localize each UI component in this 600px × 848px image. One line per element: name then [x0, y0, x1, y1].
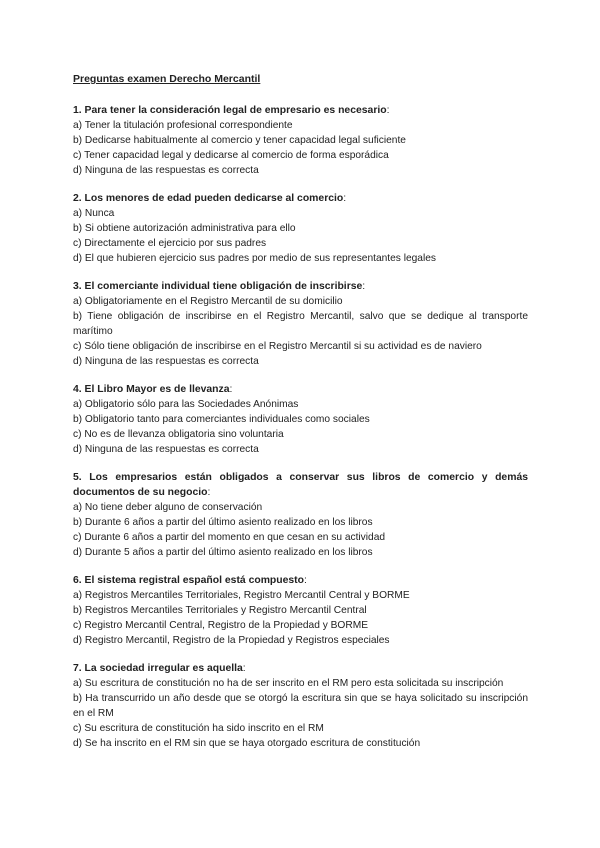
option-b: b) Obligatorio tanto para comerciantes individuales como sociales [73, 414, 370, 425]
option-a: a) No tiene deber alguno de conservación [73, 502, 263, 513]
question-text: 1. Para tener la consideración legal de empresario es necesario: [73, 105, 390, 116]
option-b: b) Registros Mercantiles Territoriales y Registro Mercantil Central [73, 605, 367, 616]
option-d: d) Se ha inscrito en el RM sin que se haya otorgado escritura de constitución [73, 738, 421, 749]
option-c: c) Tener capacidad legal y dedicarse al comercio de forma esporádica [73, 150, 389, 161]
question-label: 4. El Libro Mayor es de llevanza [73, 384, 230, 395]
question-text: 2. Los menores de edad pueden dedicarse al comercio: [73, 193, 347, 204]
question-label: 7. La sociedad irregular es aquella [73, 663, 243, 674]
option-c: c) Durante 6 años a partir del momento en que cesan en su actividad [73, 532, 386, 543]
question-text: 6. El sistema registral español está compuesto: [73, 575, 307, 586]
option-a: a) Tener la titulación profesional correspondiente [73, 120, 293, 131]
option-a: a) Registros Mercantiles Territoriales, Registro Mercantil Central y BORME [73, 590, 410, 601]
option-d: d) Durante 5 años a partir del último asiento realizado en los libros [73, 547, 373, 558]
option-a: a) Obligatorio sólo para las Sociedades Anónimas [73, 399, 299, 410]
question-7 [73, 661, 528, 751]
question-6 [73, 573, 528, 648]
question-1 [73, 103, 528, 178]
question-text: 3. El comerciante individual tiene obligación de inscribirse: [73, 281, 366, 292]
option-b: b) Si obtiene autorización administrativa para ello [73, 223, 296, 234]
option-d: d) El que hubieren ejercicio sus padres por medio de sus representantes legales [73, 253, 436, 264]
option-b: b) Tiene obligación de inscribirse en el Registro Mercantil, salvo que se dedique al transporte marítimo [73, 311, 528, 337]
option-d: d) Ninguna de las respuestas es correcta [73, 165, 259, 176]
question-label: 3. El comerciante individual tiene obligación de inscribirse [73, 281, 363, 292]
question-label: 1. Para tener la consideración legal de empresario es necesario [73, 105, 387, 116]
question-label: 2. Los menores de edad pueden dedicarse al comercio [73, 193, 344, 204]
option-c: c) Su escritura de constitución ha sido inscrito en el RM [73, 723, 324, 734]
option-c: c) Directamente el ejercicio por sus padres [73, 238, 267, 249]
option-a: a) Obligatoriamente en el Registro Mercantil de su domicilio [73, 296, 343, 307]
question-label: 6. El sistema registral español está compuesto [73, 575, 304, 586]
question-text: 7. La sociedad irregular es aquella: [73, 663, 246, 674]
option-a: a) Nunca [73, 208, 115, 219]
option-d: d) Ninguna de las respuestas es correcta [73, 444, 259, 455]
option-c: c) Registro Mercantil Central, Registro de la Propiedad y BORME [73, 620, 368, 631]
question-text: 5. Los empresarios están obligados a conservar sus libros de comercio y demás documentos de su negocio: [73, 472, 528, 498]
question-text: 4. El Libro Mayor es de llevanza: [73, 384, 233, 395]
option-b: b) Dedicarse habitualmente al comercio y tener capacidad legal suficiente [73, 135, 406, 146]
question-3 [73, 279, 528, 369]
question-2 [73, 191, 528, 266]
option-d: d) Ninguna de las respuestas es correcta [73, 356, 259, 367]
option-a: a) Su escritura de constitución no ha de ser inscrito en el RM pero esta solicitada su inscripción [73, 678, 504, 689]
option-d: d) Registro Mercantil, Registro de la Propiedad y Registros especiales [73, 635, 390, 646]
option-c: c) No es de llevanza obligatoria sino voluntaria [73, 429, 284, 440]
question-label: 5. Los empresarios están obligados a conservar sus libros de comercio y demás documentos de su negocio [73, 472, 528, 498]
option-b: b) Ha transcurrido un año desde que se otorgó la escritura sin que se haya solicitado su inscripción en el RM [73, 693, 528, 719]
option-b: b) Durante 6 años a partir del último asiento realizado en los libros [73, 517, 373, 528]
question-5 [73, 470, 528, 560]
document-title: Preguntas examen Derecho Mercantil [73, 73, 261, 85]
option-c: c) Sólo tiene obligación de inscribirse en el Registro Mercantil si su actividad es de naviero [73, 341, 482, 352]
question-4 [73, 382, 528, 457]
